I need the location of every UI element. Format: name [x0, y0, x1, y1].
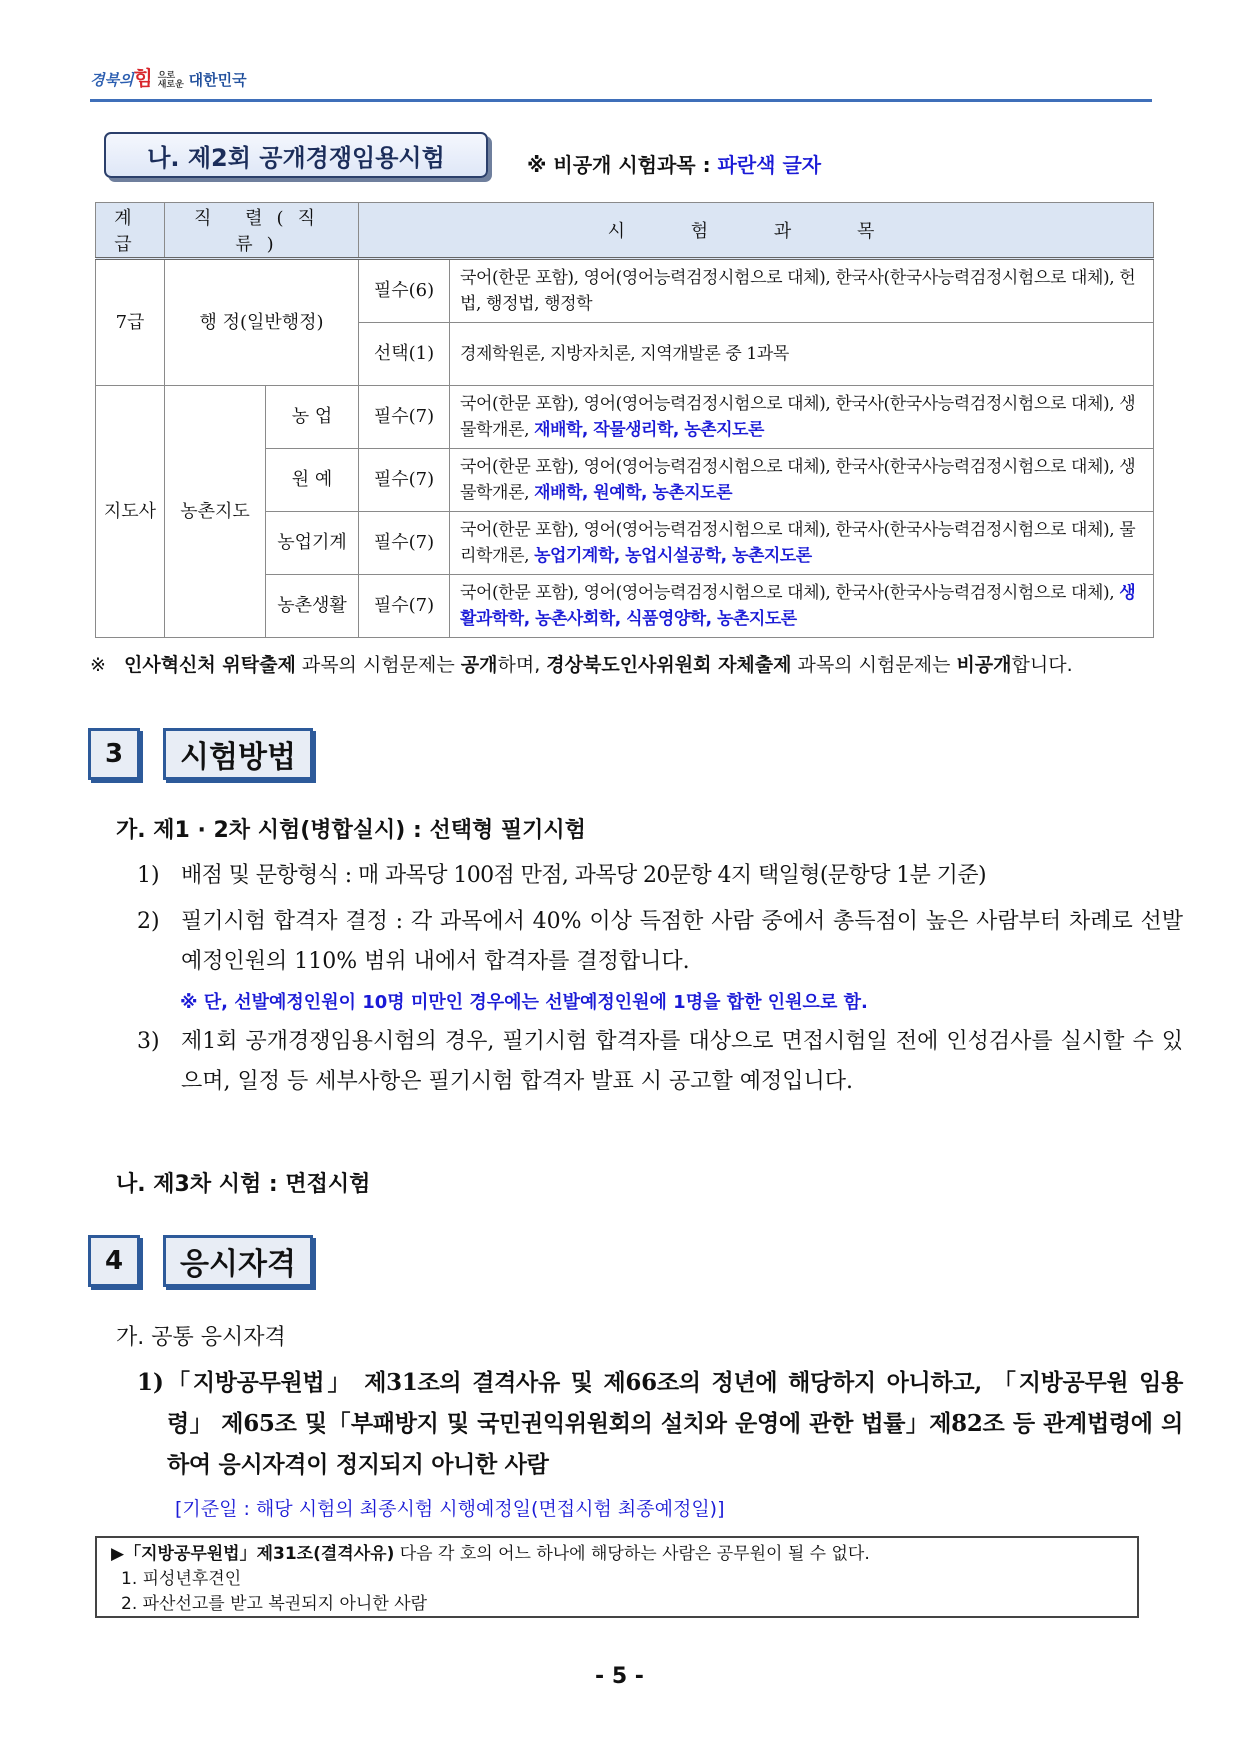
method-item-3: 3) 제1회 공개경쟁임용시험의 경우, 필기시험 합격자를 대상으로 면접시험일 전에 인성검사를 실시할 수 있으며, 일정 등 세부사항은 필기시험 합격자 발표 시 공고할 예정입니다. [137, 1029, 1183, 1094]
section-3-title: 시험방법 [163, 728, 313, 780]
nonpublic-note: ※ 비공개 시험과목 : 파란색 글자 [527, 153, 822, 177]
subjects-machine: 국어(한문 포함), 영어(영어능력검정시험으로 대체), 한국사(한국사능력검정시험으로 대체), 물리학개론, 농업기계학, 농업시설공학, 농촌지도론 [450, 512, 1154, 575]
subjects-life: 국어(한문 포함), 영어(영어능력검정시험으로 대체), 한국사(한국사능력검정시험으로 대체), 생활과학학, 농촌사회학, 식품영양학, 농촌지도론 [450, 575, 1154, 638]
section-4-title: 응시자격 [163, 1235, 313, 1287]
required-7: 필수(7) [359, 512, 450, 575]
field-agri: 농 업 [266, 386, 359, 449]
law-excerpt-box [95, 1536, 1139, 1618]
header-series: 직 렬(직 류) [165, 203, 359, 259]
required-7: 필수(7) [359, 575, 450, 638]
header-logo [90, 62, 247, 91]
required-7: 필수(7) [359, 386, 450, 449]
exam-subject-table [95, 202, 1154, 638]
field-machine: 농업기계 [266, 512, 359, 575]
selection-blue-note: ※ 단, 선발예정인원이 10명 미만인 경우에는 선발예정인원에 1명을 합한 인원으로 함. [180, 992, 868, 1013]
qualification-item-1: 1) 「지방공무원법」 제31조의 결격사유 및 제66조의 정년에 해당하지 아니하고, 「지방공무원 임용령」 제65조 및「부패방지 및 국민권익위원회의 설치와 운영에 관한 법률」제82조 등 관계법령에 의하여 응시자격이 정지되지 아니한 사람 [137, 1369, 1183, 1478]
logo-text-4: 대한민국 [188, 71, 247, 89]
subjects-horti: 국어(한문 포함), 영어(영어능력검정시험으로 대체), 한국사(한국사능력검정시험으로 대체), 생물학개론, 재배학, 원예학, 농촌지도론 [450, 449, 1154, 512]
grade-jidosa: 지도사 [96, 386, 165, 638]
logo-text-3: 으로 새로운 [157, 71, 184, 90]
section-na-title: 나. 제2회 공개경쟁임용시험 [104, 132, 488, 178]
law-box-line-1: 1. 피성년후견인 [121, 1569, 242, 1589]
table-footnote: ※ 인사혁신처 위탁출제 과목의 시험문제는 공개하며, 경상북도인사위원회 자체출제 과목의 시험문제는 비공개합니다. [90, 654, 1073, 676]
law-box-title: ▶「지방공무원법」제31조(결격사유) 다음 각 호의 어느 하나에 해당하는 사람은 공무원이 될 수 없다. [111, 1544, 870, 1564]
section-4-ga: 가. 공통 응시자격 [116, 1325, 286, 1350]
optional-1: 선택(1) [359, 323, 450, 386]
section-3-na: 나. 제3차 시험 : 면접시험 [116, 1172, 371, 1197]
criteria-date-note: [기준일 : 해당 시험의 최종시험 시행예정일(면접시험 최종예정일)] [175, 1498, 725, 1520]
table-header-row [96, 203, 1154, 259]
header-subjects: 시 험 과 목 [359, 203, 1154, 259]
required-6: 필수(6) [359, 259, 450, 323]
logo-text-2: 힘 [133, 66, 153, 90]
field-horti: 원 예 [266, 449, 359, 512]
law-box-line-2: 2. 파산선고를 받고 복권되지 아니한 사람 [121, 1594, 427, 1614]
header-grade: 계 급 [96, 203, 165, 259]
header-divider [90, 99, 1152, 102]
series-admin: 행 정(일반행정) [165, 259, 359, 386]
method-item-1: 1) 배점 및 문항형식 : 매 과목당 100점 만점, 과목당 20문항 4지 택일형(문항당 1분 기준) [137, 863, 986, 888]
optional-1-subjects: 경제학원론, 지방자치론, 지역개발론 중 1과목 [450, 323, 1154, 386]
required-7: 필수(7) [359, 449, 450, 512]
table-row [96, 386, 1154, 449]
required-6-subjects: 국어(한문 포함), 영어(영어능력검정시험으로 대체), 한국사(한국사능력검정시험으로 대체), 헌법, 행정법, 행정학 [450, 259, 1154, 323]
field-life: 농촌생활 [266, 575, 359, 638]
section-3-ga: 가. 제1 · 2차 시험(병합실시) : 선택형 필기시험 [116, 818, 586, 843]
table-row [96, 259, 1154, 323]
logo-text-1: 경북의 [90, 71, 134, 89]
subjects-agri: 국어(한문 포함), 영어(영어능력검정시험으로 대체), 한국사(한국사능력검정시험으로 대체), 생물학개론, 재배학, 작물생리학, 농촌지도론 [450, 386, 1154, 449]
section-4-number: 4 [88, 1235, 140, 1287]
section-3-number: 3 [88, 728, 140, 780]
series-nongchon: 농촌지도 [165, 386, 266, 638]
grade-7: 7급 [96, 259, 165, 386]
method-item-2: 2) 필기시험 합격자 결정 : 각 과목에서 40% 이상 득점한 사람 중에서 총득점이 높은 사람부터 차례로 선발예정인원의 110% 범위 내에서 합격자를 결정합니다. [137, 909, 1183, 974]
page-number: - 5 - [595, 1664, 644, 1689]
